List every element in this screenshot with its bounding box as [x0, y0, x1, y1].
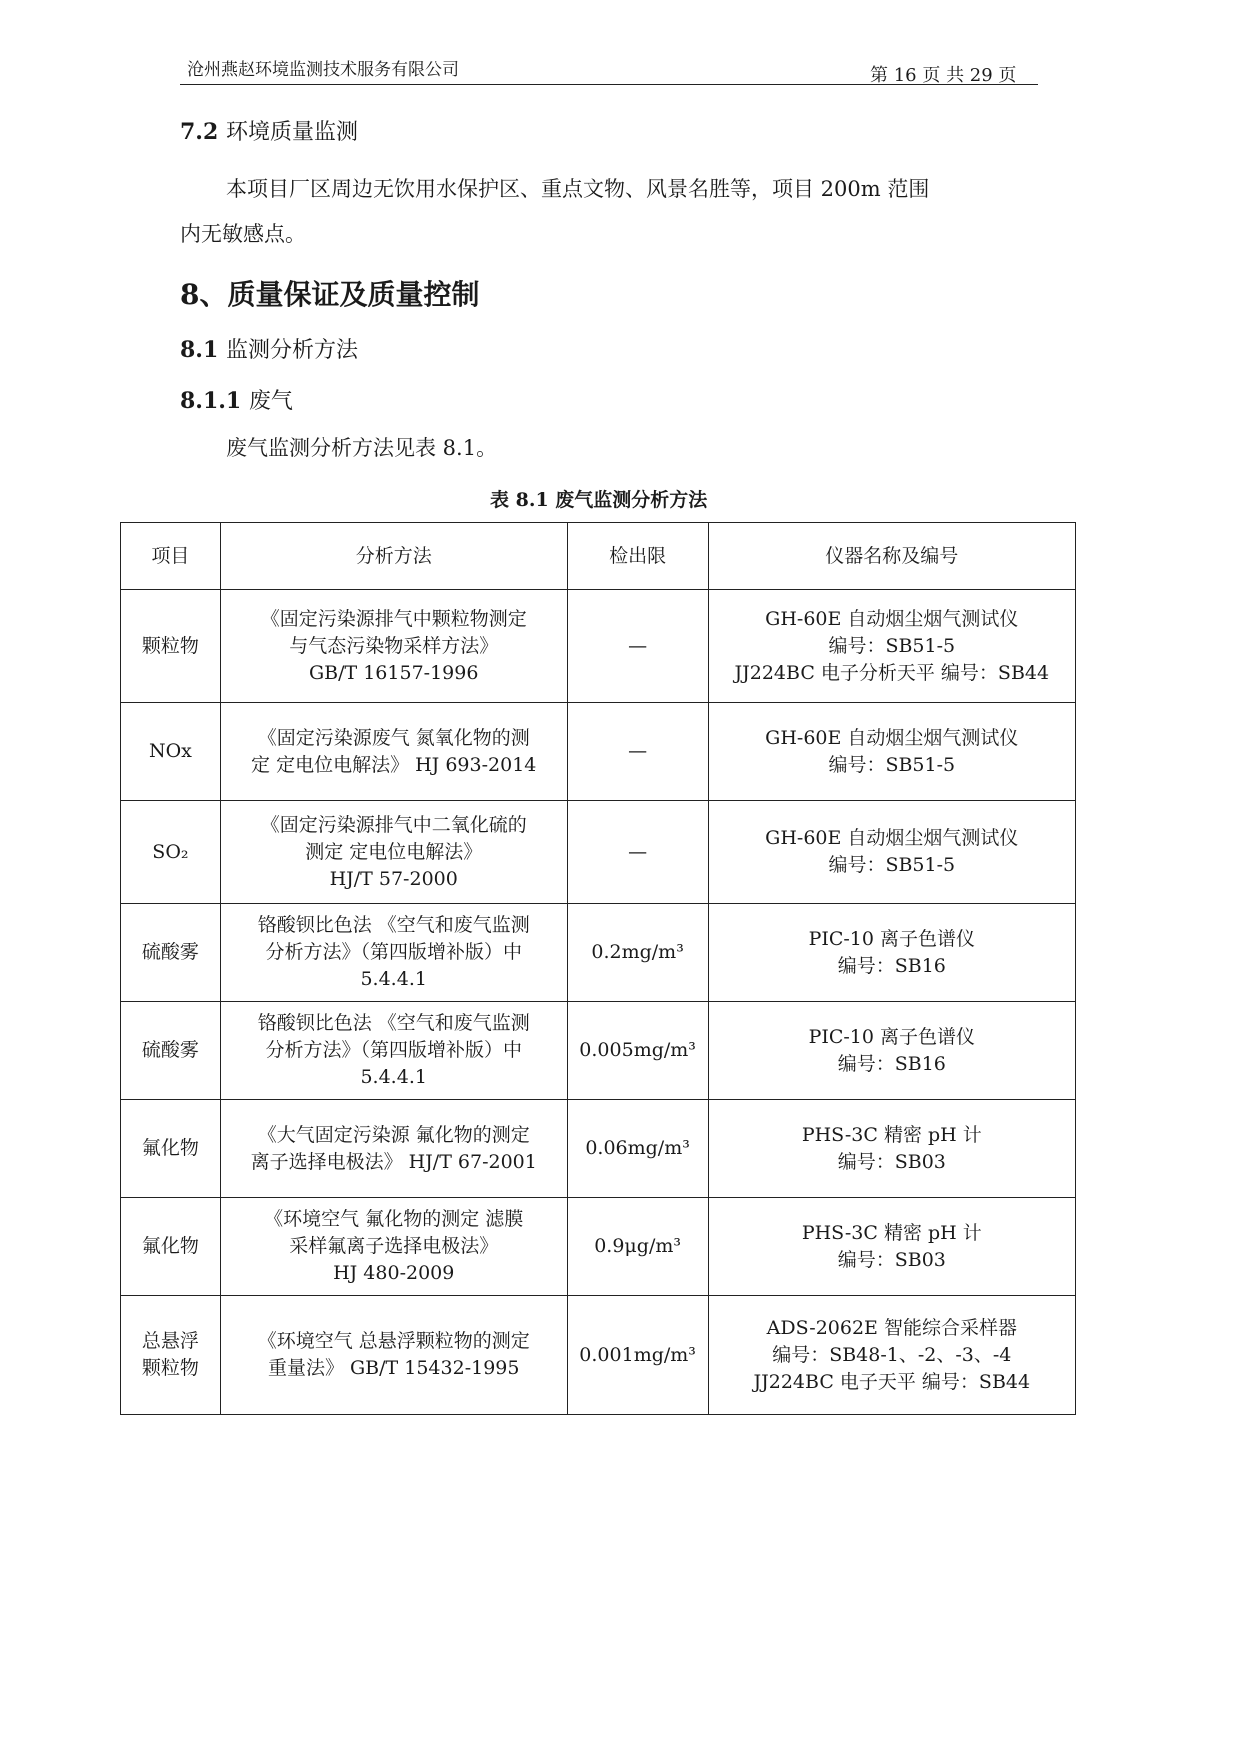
cell-limit-line: 0.001mg/m³: [579, 1343, 696, 1366]
cell-instrument-line: PIC-10 离子色谱仪: [808, 1025, 976, 1048]
section-8-heading: 8、质量保证及质量控制: [180, 278, 480, 311]
cell-instrument-line: JJ224BC 电子分析天平 编号：SB44: [734, 661, 1050, 684]
cell-method-line: 《环境空气 总悬浮颗粒物的测定: [257, 1330, 530, 1352]
cell-instrument: [708, 1100, 1075, 1198]
table-row: [121, 904, 1076, 1002]
cell-limit-line: —: [628, 634, 648, 657]
table-row: [121, 703, 1076, 801]
analysis-method-table: [120, 522, 1076, 1415]
cell-method-line: 《固定污染源排气中二氧化硫的: [260, 813, 527, 836]
cell-instrument-line: GH-60E 自动烟尘烟气测试仪: [765, 827, 1019, 849]
cell-instrument-line: GH-60E 自动烟尘烟气测试仪: [765, 726, 1019, 749]
cell-method-line: 重量法》 GB/T 15432-1995: [267, 1357, 520, 1379]
table-row: [121, 1100, 1076, 1198]
section-8-1-1-intro: 废气监测分析方法见表 8.1。: [226, 436, 498, 460]
cell-item-line: 颗粒物: [141, 1357, 199, 1379]
cell-method: [220, 590, 567, 703]
table-row: [121, 590, 1076, 703]
cell-instrument-line: ADS-2062E 智能综合采样器: [766, 1316, 1017, 1339]
cell-method: [220, 1002, 567, 1100]
cell-item: [121, 590, 221, 703]
cell-item: [121, 1198, 221, 1296]
cell-instrument-line: 编号：SB03: [837, 1150, 946, 1173]
header-page-number: 第 16 页 共 29 页: [870, 65, 1017, 86]
cell-limit-line: —: [628, 740, 648, 762]
cell-item-line: 颗粒物: [141, 634, 199, 657]
cell-instrument: [708, 904, 1075, 1002]
cell-method: [220, 1100, 567, 1198]
cell-limit: [567, 1296, 708, 1415]
table-row: [121, 801, 1076, 904]
cell-instrument-line: 编号：SB51-5: [828, 753, 956, 776]
cell-limit: [567, 801, 708, 904]
cell-instrument: [708, 1296, 1075, 1415]
cell-limit: [567, 1002, 708, 1100]
section-8-1-1-heading: [180, 384, 293, 415]
cell-limit-line: 0.2mg/m³: [591, 941, 684, 963]
cell-instrument: [708, 801, 1075, 904]
cell-instrument-line: PHS-3C 精密 pH 计: [801, 1221, 982, 1244]
cell-instrument-line: JJ224BC 电子天平 编号：SB44: [753, 1370, 1031, 1393]
cell-method-line: 《大气固定污染源 氟化物的测定: [257, 1123, 530, 1146]
cell-item: [121, 801, 221, 904]
cell-instrument: [708, 590, 1075, 703]
cell-instrument-line: 编号：SB03: [837, 1248, 946, 1271]
section-8-1-heading: [180, 333, 358, 364]
cell-method: [220, 703, 567, 801]
header-method: 分析方法: [220, 523, 567, 590]
section-8-1-title: 监测分析方法: [225, 338, 358, 363]
section-8-1-1-title: 废气: [248, 389, 293, 414]
table-row: [121, 1002, 1076, 1100]
cell-instrument-line: GH-60E 自动烟尘烟气测试仪: [765, 607, 1019, 630]
table-body: [121, 590, 1076, 1415]
cell-instrument: [708, 703, 1075, 801]
cell-method-line: GB/T 16157-1996: [308, 661, 479, 684]
cell-method-line: 《固定污染源排气中颗粒物测定: [260, 607, 527, 630]
cell-item-line: 总悬浮: [141, 1330, 199, 1352]
cell-instrument-line: 编号：SB48-1、-2、-3、-4: [772, 1343, 1012, 1366]
cell-method-line: 定 定电位电解法》 HJ 693-2014: [251, 753, 537, 776]
cell-instrument-line: PIC-10 离子色谱仪: [808, 927, 976, 950]
cell-limit: [567, 904, 708, 1002]
cell-item-line: 硫酸雾: [141, 1039, 199, 1061]
cell-method-line: 测定 定电位电解法》: [305, 840, 483, 863]
cell-instrument-line: 编号：SB16: [837, 954, 946, 977]
cell-instrument: [708, 1198, 1075, 1296]
header-item: 项目: [121, 523, 221, 590]
cell-item-line: 硫酸雾: [141, 941, 199, 963]
cell-limit-line: 0.005mg/m³: [579, 1039, 696, 1061]
section-7-2-heading: [180, 115, 358, 146]
cell-limit: [567, 590, 708, 703]
cell-instrument-line: 编号：SB51-5: [828, 854, 956, 876]
cell-item-line: 氟化物: [141, 1235, 199, 1257]
cell-instrument: [708, 1002, 1075, 1100]
cell-method: [220, 904, 567, 1002]
cell-method-line: 离子选择电极法》 HJ/T 67-2001: [250, 1150, 537, 1173]
header-company-name: 沧州燕赵环境监测技术服务有限公司: [187, 60, 459, 80]
cell-limit-line: —: [628, 840, 648, 863]
cell-method-line: HJ/T 57-2000: [329, 867, 458, 890]
section-7-2-body-line2: 内无敏感点。: [180, 222, 306, 246]
cell-method: [220, 1296, 567, 1415]
cell-limit-line: 0.06mg/m³: [585, 1137, 690, 1159]
cell-method-line: 分析方法》（第四版增补版）中: [265, 941, 522, 963]
cell-method-line: HJ 480-2009: [333, 1262, 455, 1284]
cell-item-line: 氟化物: [141, 1137, 199, 1159]
cell-instrument-line: 编号：SB51-5: [828, 634, 956, 657]
cell-item-line: NOx: [148, 740, 192, 762]
cell-limit: [567, 703, 708, 801]
table-row: [121, 1198, 1076, 1296]
cell-item: [121, 1002, 221, 1100]
cell-item: [121, 1296, 221, 1415]
cell-instrument-line: PHS-3C 精密 pH 计: [801, 1123, 982, 1146]
cell-method-line: 采样氟离子选择电极法》: [289, 1235, 499, 1257]
section-7-2-title: 环境质量监测: [225, 120, 358, 145]
cell-method-line: 与气态污染物采样方法》: [289, 634, 499, 657]
header-limit: 检出限: [567, 523, 708, 590]
table-row: [121, 1296, 1076, 1415]
cell-method-line: 铬酸钡比色法 《空气和废气监测: [257, 914, 530, 936]
cell-limit-line: 0.9μg/m³: [594, 1235, 681, 1257]
header-divider: [180, 84, 1038, 85]
cell-item-line: SO₂: [152, 840, 189, 863]
section-8-1-1-number: 8.1.1: [180, 388, 242, 414]
cell-limit: [567, 1100, 708, 1198]
section-7-2-body-line1: 本项目厂区周边无饮用水保护区、重点文物、风景名胜等，项目 200m 范围: [226, 177, 930, 201]
cell-instrument-line: 编号：SB16: [837, 1052, 946, 1075]
cell-method: [220, 801, 567, 904]
cell-method-line: 5.4.4.1: [360, 1066, 427, 1088]
table-caption: 表 8.1 废气监测分析方法: [490, 489, 708, 511]
cell-method-line: 《固定污染源废气 氮氧化物的测: [257, 726, 530, 749]
cell-method-line: 分析方法》（第四版增补版）中: [265, 1039, 522, 1061]
cell-method-line: 《环境空气 氟化物的测定 滤膜: [264, 1208, 524, 1230]
cell-item: [121, 904, 221, 1002]
cell-method-line: 5.4.4.1: [360, 968, 427, 990]
cell-method-line: 铬酸钡比色法 《空气和废气监测: [257, 1012, 530, 1034]
cell-method: [220, 1198, 567, 1296]
section-8-1-number: 8.1: [180, 337, 219, 363]
table-header-row: [121, 523, 1076, 590]
cell-limit: [567, 1198, 708, 1296]
cell-item: [121, 1100, 221, 1198]
cell-item: [121, 703, 221, 801]
section-7-2-number: 7.2: [180, 119, 219, 145]
header-instrument: 仪器名称及编号: [708, 523, 1075, 590]
